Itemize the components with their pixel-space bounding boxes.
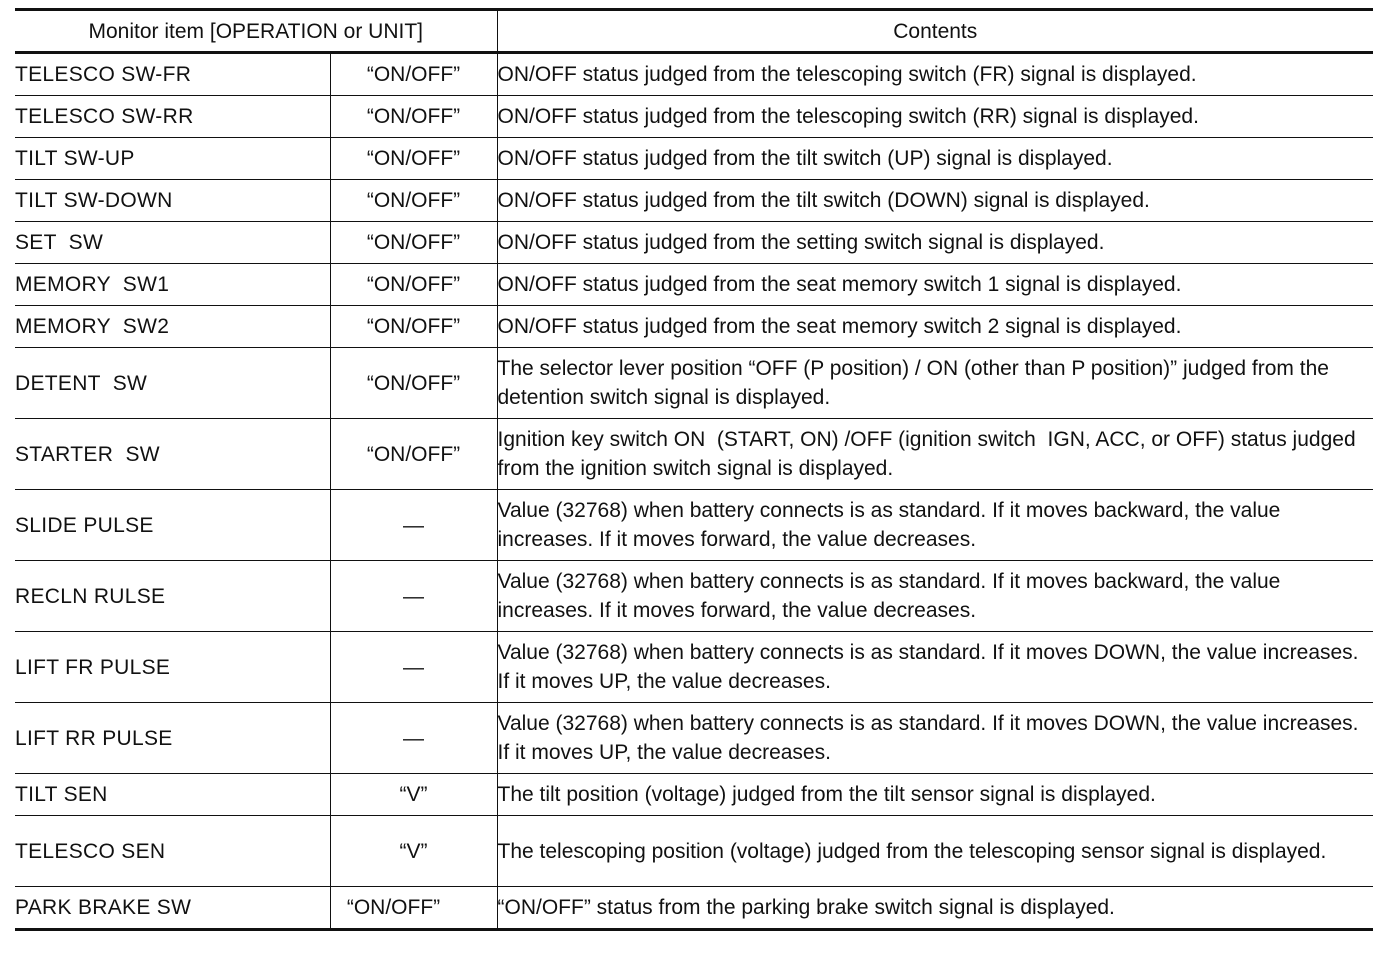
monitor-item-unit: “V” (330, 774, 497, 816)
monitor-item-unit: “ON/OFF” (330, 348, 497, 419)
monitor-item-name: SET SW (15, 222, 330, 264)
table-row (15, 887, 1373, 930)
monitor-item-contents: ON/OFF status judged from the telescoping switch (FR) signal is displayed. (497, 53, 1373, 96)
table-row (15, 348, 1373, 419)
table-row (15, 180, 1373, 222)
monitor-item-unit: “ON/OFF” (330, 306, 497, 348)
monitor-item-unit: “V” (330, 816, 497, 887)
table-row (15, 632, 1373, 703)
monitor-item-contents: Value (32768) when battery connects is as standard. If it moves backward, the value increases. If it moves forward, the value decreases. (497, 561, 1373, 632)
monitor-item-unit: “ON/OFF” (330, 96, 497, 138)
monitor-item-name: TILT SW-DOWN (15, 180, 330, 222)
header-contents: Contents (497, 10, 1373, 53)
monitor-table-container (15, 8, 1373, 931)
monitor-item-unit: “ON/OFF” (330, 53, 497, 96)
monitor-item-contents: ON/OFF status judged from the seat memory switch 2 signal is displayed. (497, 306, 1373, 348)
monitor-item-name: TILT SEN (15, 774, 330, 816)
table-row (15, 306, 1373, 348)
table-row (15, 138, 1373, 180)
monitor-item-name: STARTER SW (15, 419, 330, 490)
table-row (15, 264, 1373, 306)
table-row (15, 774, 1373, 816)
monitor-item-name: MEMORY SW2 (15, 306, 330, 348)
monitor-item-name: LIFT FR PULSE (15, 632, 330, 703)
monitor-item-contents: The tilt position (voltage) judged from the tilt sensor signal is displayed. (497, 774, 1373, 816)
table-row (15, 53, 1373, 96)
monitor-item-table (15, 8, 1373, 931)
monitor-item-unit: — (330, 703, 497, 774)
monitor-item-name: TELESCO SW-RR (15, 96, 330, 138)
monitor-item-unit: — (330, 561, 497, 632)
monitor-item-name: SLIDE PULSE (15, 490, 330, 561)
monitor-item-unit: — (330, 490, 497, 561)
monitor-item-contents: The selector lever position “OFF (P position) / ON (other than P position)” judged from the detention switch signal is displayed. (497, 348, 1373, 419)
monitor-item-name: MEMORY SW1 (15, 264, 330, 306)
header-monitor-item: Monitor item [OPERATION or UNIT] (15, 10, 497, 53)
monitor-item-contents: Value (32768) when battery connects is as standard. If it moves DOWN, the value increases. If it moves UP, the value decreases. (497, 632, 1373, 703)
monitor-item-name: TELESCO SW-FR (15, 53, 330, 96)
monitor-item-name: RECLN RULSE (15, 561, 330, 632)
monitor-item-contents: Ignition key switch ON (START, ON) /OFF (ignition switch IGN, ACC, or OFF) status judged from the ignition switch signal is displayed. (497, 419, 1373, 490)
monitor-item-unit: “ON/OFF” (330, 138, 497, 180)
monitor-item-contents: ON/OFF status judged from the tilt switch (UP) signal is displayed. (497, 138, 1373, 180)
monitor-item-unit: “ON/OFF” (330, 222, 497, 264)
monitor-item-name: LIFT RR PULSE (15, 703, 330, 774)
monitor-item-unit: “ON/OFF” (330, 887, 497, 930)
monitor-item-name: PARK BRAKE SW (15, 887, 330, 930)
table-row (15, 703, 1373, 774)
monitor-item-unit: — (330, 632, 497, 703)
monitor-item-contents: ON/OFF status judged from the setting switch signal is displayed. (497, 222, 1373, 264)
table-row (15, 222, 1373, 264)
monitor-item-name: TILT SW-UP (15, 138, 330, 180)
monitor-item-contents: “ON/OFF” status from the parking brake switch signal is displayed. (497, 887, 1373, 930)
table-row (15, 561, 1373, 632)
table-row (15, 96, 1373, 138)
monitor-item-contents: The telescoping position (voltage) judged from the telescoping sensor signal is displayed. (497, 816, 1373, 887)
monitor-item-contents: Value (32768) when battery connects is as standard. If it moves backward, the value increases. If it moves forward, the value decreases. (497, 490, 1373, 561)
monitor-item-unit: “ON/OFF” (330, 180, 497, 222)
monitor-item-unit: “ON/OFF” (330, 419, 497, 490)
table-row (15, 490, 1373, 561)
table-row (15, 816, 1373, 887)
table-row (15, 419, 1373, 490)
monitor-item-contents: ON/OFF status judged from the tilt switch (DOWN) signal is displayed. (497, 180, 1373, 222)
monitor-item-unit: “ON/OFF” (330, 264, 497, 306)
table-header-row (15, 10, 1373, 53)
monitor-item-name: DETENT SW (15, 348, 330, 419)
monitor-item-contents: Value (32768) when battery connects is as standard. If it moves DOWN, the value increases. If it moves UP, the value decreases. (497, 703, 1373, 774)
monitor-item-name: TELESCO SEN (15, 816, 330, 887)
monitor-item-contents: ON/OFF status judged from the telescoping switch (RR) signal is displayed. (497, 96, 1373, 138)
monitor-item-contents: ON/OFF status judged from the seat memory switch 1 signal is displayed. (497, 264, 1373, 306)
